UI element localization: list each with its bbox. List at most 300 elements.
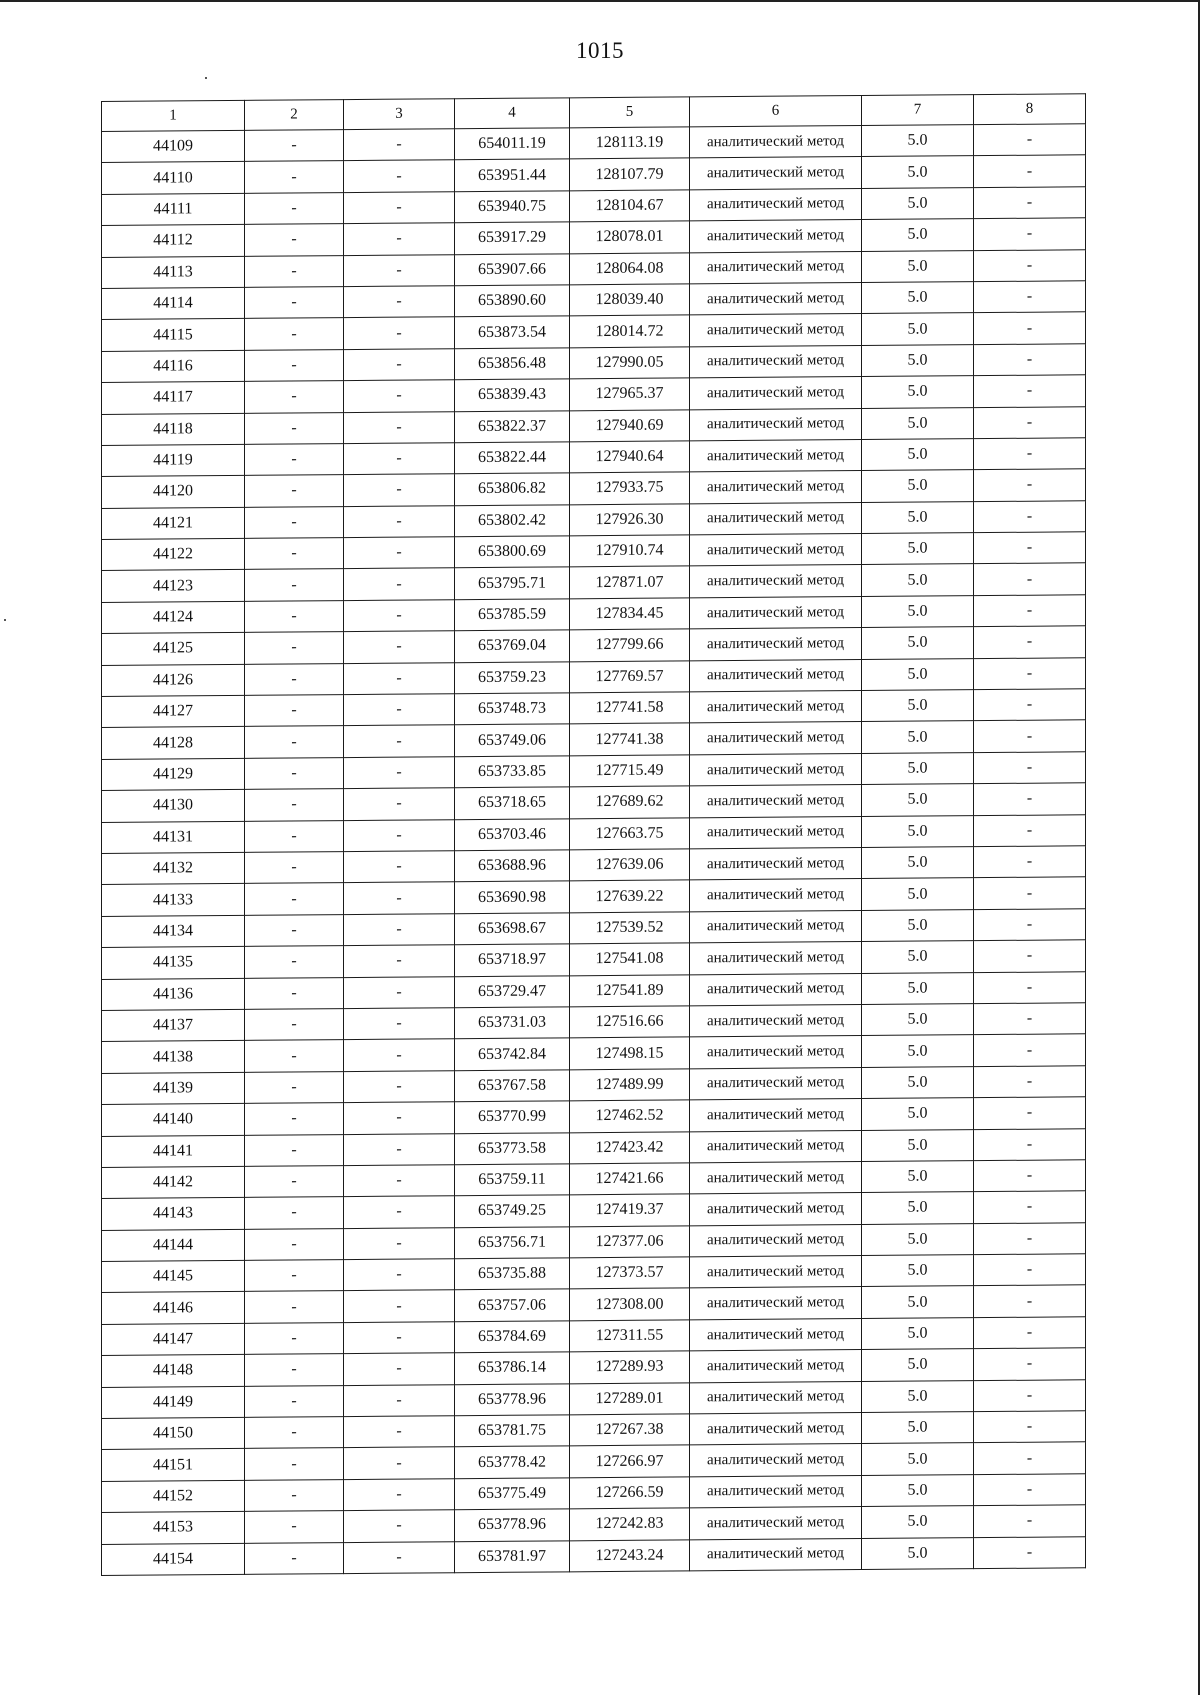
accuracy-cell: 5.0 xyxy=(862,1412,974,1444)
x-coordinate-cell: 653800.69 xyxy=(455,536,570,568)
column-2-cell: - xyxy=(245,1009,344,1041)
accuracy-cell: 5.0 xyxy=(862,815,974,847)
column-header: 1 xyxy=(102,100,245,131)
accuracy-cell: 5.0 xyxy=(862,909,974,941)
y-coordinate-cell: 127516.66 xyxy=(570,1006,690,1038)
method-cell: аналитический метод xyxy=(690,439,862,472)
method-cell: аналитический метод xyxy=(690,1287,862,1320)
x-coordinate-cell: 653759.23 xyxy=(455,661,570,693)
column-2-cell: - xyxy=(245,883,344,915)
column-2-cell: - xyxy=(245,569,344,601)
column-2-cell: - xyxy=(245,632,344,664)
point-number-cell: 44122 xyxy=(102,538,245,571)
method-cell: аналитический метод xyxy=(690,691,862,724)
column-2-cell: - xyxy=(245,789,344,821)
column-2-cell: - xyxy=(245,1354,344,1386)
column-8-cell: - xyxy=(974,940,1086,972)
accuracy-cell: 5.0 xyxy=(862,407,974,439)
column-2-cell: - xyxy=(245,1448,344,1480)
column-8-cell: - xyxy=(974,500,1086,532)
column-header: 4 xyxy=(455,98,570,129)
y-coordinate-cell: 127663.75 xyxy=(570,817,690,849)
column-3-cell: - xyxy=(344,882,455,914)
accuracy-cell: 5.0 xyxy=(862,1317,974,1349)
point-number-cell: 44145 xyxy=(102,1260,245,1293)
column-3-cell: - xyxy=(344,1008,455,1040)
method-cell: аналитический метод xyxy=(690,659,862,692)
accuracy-cell: 5.0 xyxy=(862,376,974,408)
x-coordinate-cell: 653890.60 xyxy=(455,285,570,317)
column-3-cell: - xyxy=(344,1165,455,1197)
y-coordinate-cell: 127910.74 xyxy=(570,535,690,567)
point-number-cell: 44131 xyxy=(102,821,245,854)
column-8-cell: - xyxy=(974,909,1086,941)
accuracy-cell: 5.0 xyxy=(862,1223,974,1255)
accuracy-cell: 5.0 xyxy=(862,313,974,345)
accuracy-cell: 5.0 xyxy=(862,1349,974,1381)
column-2-cell: - xyxy=(245,318,344,350)
x-coordinate-cell: 653748.73 xyxy=(455,693,570,725)
column-3-cell: - xyxy=(344,1070,455,1102)
accuracy-cell: 5.0 xyxy=(862,690,974,722)
x-coordinate-cell: 653781.97 xyxy=(455,1540,570,1572)
x-coordinate-cell: 653873.54 xyxy=(455,316,570,348)
page-number: 1015 xyxy=(576,38,624,63)
y-coordinate-cell: 127266.97 xyxy=(570,1445,690,1477)
scan-speck xyxy=(4,619,6,621)
method-cell: аналитический метод xyxy=(690,251,862,284)
point-number-cell: 44117 xyxy=(102,381,245,414)
y-coordinate-cell: 127741.38 xyxy=(570,723,690,755)
point-number-cell: 44121 xyxy=(102,507,245,540)
method-cell: аналитический метод xyxy=(690,722,862,755)
column-8-cell: - xyxy=(974,1191,1086,1223)
column-2-cell: - xyxy=(245,757,344,789)
accuracy-cell: 5.0 xyxy=(862,533,974,565)
column-2-cell: - xyxy=(245,1165,344,1197)
column-2-cell: - xyxy=(245,1197,344,1229)
point-number-cell: 44147 xyxy=(102,1323,245,1356)
column-3-cell: - xyxy=(344,160,455,192)
point-number-cell: 44123 xyxy=(102,570,245,603)
method-cell: аналитический метод xyxy=(690,1475,862,1508)
accuracy-cell: 5.0 xyxy=(862,658,974,690)
x-coordinate-cell: 653749.25 xyxy=(455,1195,570,1227)
column-3-cell: - xyxy=(344,976,455,1008)
method-cell: аналитический метод xyxy=(690,502,862,535)
column-2-cell: - xyxy=(245,1134,344,1166)
column-8-cell: - xyxy=(974,563,1086,595)
column-8-cell: - xyxy=(974,281,1086,313)
method-cell: аналитический метод xyxy=(690,1130,862,1163)
column-2-cell: - xyxy=(245,663,344,695)
point-number-cell: 44130 xyxy=(102,790,245,823)
column-2-cell: - xyxy=(245,475,344,507)
column-3-cell: - xyxy=(344,1227,455,1259)
column-2-cell: - xyxy=(245,914,344,946)
column-2-cell: - xyxy=(245,1542,344,1574)
y-coordinate-cell: 127834.45 xyxy=(570,598,690,630)
column-2-cell: - xyxy=(245,538,344,570)
point-number-cell: 44114 xyxy=(102,287,245,320)
column-3-cell: - xyxy=(344,788,455,820)
x-coordinate-cell: 653703.46 xyxy=(455,818,570,850)
accuracy-cell: 5.0 xyxy=(862,1129,974,1161)
method-cell: аналитический метод xyxy=(690,126,862,159)
column-2-cell: - xyxy=(245,1040,344,1072)
y-coordinate-cell: 127639.06 xyxy=(570,849,690,881)
accuracy-cell: 5.0 xyxy=(862,187,974,219)
column-8-cell: - xyxy=(974,814,1086,846)
accuracy-cell: 5.0 xyxy=(862,1380,974,1412)
y-coordinate-cell: 128039.40 xyxy=(570,284,690,316)
point-number-cell: 44137 xyxy=(102,1009,245,1042)
point-number-cell: 44109 xyxy=(102,130,245,163)
column-8-cell: - xyxy=(974,720,1086,752)
point-number-cell: 44124 xyxy=(102,601,245,634)
y-coordinate-cell: 127990.05 xyxy=(570,347,690,379)
point-number-cell: 44149 xyxy=(102,1386,245,1419)
accuracy-cell: 5.0 xyxy=(862,1286,974,1318)
y-coordinate-cell: 127419.37 xyxy=(570,1194,690,1226)
x-coordinate-cell: 653690.98 xyxy=(455,881,570,913)
point-number-cell: 44129 xyxy=(102,758,245,791)
point-number-cell: 44118 xyxy=(102,413,245,446)
accuracy-cell: 5.0 xyxy=(862,1537,974,1569)
column-8-cell: - xyxy=(974,1536,1086,1568)
x-coordinate-cell: 653917.29 xyxy=(455,222,570,254)
column-8-cell: - xyxy=(974,1128,1086,1160)
x-coordinate-cell: 653757.06 xyxy=(455,1289,570,1321)
column-8-cell: - xyxy=(974,1097,1086,1129)
column-8-cell: - xyxy=(974,344,1086,376)
column-8-cell: - xyxy=(974,406,1086,438)
point-number-cell: 44128 xyxy=(102,727,245,760)
column-8-cell: - xyxy=(974,1065,1086,1097)
accuracy-cell: 5.0 xyxy=(862,784,974,816)
point-number-cell: 44138 xyxy=(102,1041,245,1074)
y-coordinate-cell: 128104.67 xyxy=(570,190,690,222)
method-cell: аналитический метод xyxy=(690,534,862,567)
column-8-cell: - xyxy=(974,1034,1086,1066)
column-2-cell: - xyxy=(245,1260,344,1292)
column-3-cell: - xyxy=(344,1290,455,1322)
x-coordinate-cell: 653822.44 xyxy=(455,442,570,474)
column-3-cell: - xyxy=(344,505,455,537)
y-coordinate-cell: 127421.66 xyxy=(570,1163,690,1195)
column-3-cell: - xyxy=(344,1039,455,1071)
column-2-cell: - xyxy=(245,1479,344,1511)
x-coordinate-cell: 653940.75 xyxy=(455,191,570,223)
y-coordinate-cell: 127933.75 xyxy=(570,472,690,504)
x-coordinate-cell: 653802.42 xyxy=(455,505,570,537)
column-8-cell: - xyxy=(974,689,1086,721)
accuracy-cell: 5.0 xyxy=(862,125,974,157)
y-coordinate-cell: 127489.99 xyxy=(570,1069,690,1101)
column-3-cell: - xyxy=(344,819,455,851)
column-3-cell: - xyxy=(344,600,455,632)
column-8-cell: - xyxy=(974,1160,1086,1192)
y-coordinate-cell: 127289.01 xyxy=(570,1383,690,1415)
method-cell: аналитический метод xyxy=(690,1444,862,1477)
accuracy-cell: 5.0 xyxy=(862,941,974,973)
accuracy-cell: 5.0 xyxy=(862,1443,974,1475)
x-coordinate-cell: 654011.19 xyxy=(455,128,570,160)
column-2-cell: - xyxy=(245,130,344,162)
method-cell: аналитический метод xyxy=(690,188,862,221)
y-coordinate-cell: 127308.00 xyxy=(570,1288,690,1320)
point-number-cell: 44153 xyxy=(102,1512,245,1545)
y-coordinate-cell: 127689.62 xyxy=(570,786,690,818)
column-8-cell: - xyxy=(974,971,1086,1003)
method-cell: аналитический метод xyxy=(690,785,862,818)
accuracy-cell: 5.0 xyxy=(862,344,974,376)
point-number-cell: 44113 xyxy=(102,256,245,289)
x-coordinate-cell: 653735.88 xyxy=(455,1258,570,1290)
column-2-cell: - xyxy=(245,977,344,1009)
x-coordinate-cell: 653778.96 xyxy=(455,1509,570,1541)
column-3-cell: - xyxy=(344,1510,455,1542)
column-2-cell: - xyxy=(245,1385,344,1417)
point-number-cell: 44120 xyxy=(102,476,245,509)
column-8-cell: - xyxy=(974,375,1086,407)
method-cell: аналитический метод xyxy=(690,1350,862,1383)
column-8-cell: - xyxy=(974,124,1086,156)
point-number-cell: 44139 xyxy=(102,1072,245,1105)
x-coordinate-cell: 653778.96 xyxy=(455,1383,570,1415)
x-coordinate-cell: 653767.58 xyxy=(455,1070,570,1102)
column-8-cell: - xyxy=(974,1254,1086,1286)
y-coordinate-cell: 127373.57 xyxy=(570,1257,690,1289)
accuracy-cell: 5.0 xyxy=(862,219,974,251)
column-2-cell: - xyxy=(245,161,344,193)
column-8-cell: - xyxy=(974,752,1086,784)
column-2-cell: - xyxy=(245,1071,344,1103)
point-number-cell: 44144 xyxy=(102,1229,245,1262)
y-coordinate-cell: 127940.69 xyxy=(570,409,690,441)
column-8-cell: - xyxy=(974,218,1086,250)
column-8-cell: - xyxy=(974,1285,1086,1317)
method-cell: аналитический метод xyxy=(690,1004,862,1037)
method-cell: аналитический метод xyxy=(690,753,862,786)
accuracy-cell: 5.0 xyxy=(862,439,974,471)
column-2-cell: - xyxy=(245,381,344,413)
column-2-cell: - xyxy=(245,946,344,978)
x-coordinate-cell: 653775.49 xyxy=(455,1478,570,1510)
method-cell: аналитический метод xyxy=(690,1413,862,1446)
column-3-cell: - xyxy=(344,1447,455,1479)
column-2-cell: - xyxy=(245,224,344,256)
point-number-cell: 44119 xyxy=(102,444,245,477)
accuracy-cell: 5.0 xyxy=(862,1066,974,1098)
y-coordinate-cell: 127940.64 xyxy=(570,441,690,473)
y-coordinate-cell: 127539.52 xyxy=(570,912,690,944)
column-3-cell: - xyxy=(344,348,455,380)
y-coordinate-cell: 127311.55 xyxy=(570,1320,690,1352)
x-coordinate-cell: 653698.67 xyxy=(455,913,570,945)
column-3-cell: - xyxy=(344,223,455,255)
point-number-cell: 44115 xyxy=(102,319,245,352)
point-number-cell: 44151 xyxy=(102,1449,245,1482)
method-cell: аналитический метод xyxy=(690,408,862,441)
column-3-cell: - xyxy=(344,380,455,412)
column-2-cell: - xyxy=(245,255,344,287)
column-3-cell: - xyxy=(344,1259,455,1291)
x-coordinate-cell: 653742.84 xyxy=(455,1038,570,1070)
x-coordinate-cell: 653729.47 xyxy=(455,975,570,1007)
y-coordinate-cell: 128113.19 xyxy=(570,127,690,159)
accuracy-cell: 5.0 xyxy=(862,1255,974,1287)
x-coordinate-cell: 653839.43 xyxy=(455,379,570,411)
column-3-cell: - xyxy=(344,631,455,663)
method-cell: аналитический метод xyxy=(690,879,862,912)
y-coordinate-cell: 127639.22 xyxy=(570,880,690,912)
method-cell: аналитический метод xyxy=(690,157,862,190)
column-3-cell: - xyxy=(344,1384,455,1416)
column-3-cell: - xyxy=(344,725,455,757)
column-header: 2 xyxy=(245,100,344,131)
accuracy-cell: 5.0 xyxy=(862,878,974,910)
column-2-cell: - xyxy=(245,287,344,319)
accuracy-cell: 5.0 xyxy=(862,250,974,282)
accuracy-cell: 5.0 xyxy=(862,282,974,314)
point-number-cell: 44136 xyxy=(102,978,245,1011)
accuracy-cell: 5.0 xyxy=(862,721,974,753)
scan-speck xyxy=(205,77,207,79)
column-2-cell: - xyxy=(245,1228,344,1260)
column-3-cell: - xyxy=(344,1353,455,1385)
column-2-cell: - xyxy=(245,1417,344,1449)
method-cell: аналитический метод xyxy=(690,1067,862,1100)
column-8-cell: - xyxy=(974,1411,1086,1443)
column-8-cell: - xyxy=(974,1317,1086,1349)
method-cell: аналитический метод xyxy=(690,220,862,253)
y-coordinate-cell: 127267.38 xyxy=(570,1414,690,1446)
x-coordinate-cell: 653759.11 xyxy=(455,1164,570,1196)
y-coordinate-cell: 127462.52 xyxy=(570,1100,690,1132)
column-header: 8 xyxy=(974,94,1086,125)
y-coordinate-cell: 127769.57 xyxy=(570,661,690,693)
column-3-cell: - xyxy=(344,1133,455,1165)
x-coordinate-cell: 653756.71 xyxy=(455,1226,570,1258)
accuracy-cell: 5.0 xyxy=(862,1506,974,1538)
accuracy-cell: 5.0 xyxy=(862,156,974,188)
accuracy-cell: 5.0 xyxy=(862,596,974,628)
accuracy-cell: 5.0 xyxy=(862,501,974,533)
column-3-cell: - xyxy=(344,851,455,883)
point-number-cell: 44142 xyxy=(102,1166,245,1199)
accuracy-cell: 5.0 xyxy=(862,1161,974,1193)
column-header: 6 xyxy=(690,96,862,127)
y-coordinate-cell: 127242.83 xyxy=(570,1508,690,1540)
point-number-cell: 44135 xyxy=(102,947,245,980)
method-cell: аналитический метод xyxy=(690,848,862,881)
x-coordinate-cell: 653781.75 xyxy=(455,1415,570,1447)
column-8-cell: - xyxy=(974,1474,1086,1506)
column-8-cell: - xyxy=(974,438,1086,470)
y-coordinate-cell: 127541.08 xyxy=(570,943,690,975)
y-coordinate-cell: 127926.30 xyxy=(570,504,690,536)
accuracy-cell: 5.0 xyxy=(862,470,974,502)
y-coordinate-cell: 127289.93 xyxy=(570,1351,690,1383)
scan-edge-top xyxy=(0,0,1200,2)
column-3-cell: - xyxy=(344,913,455,945)
column-2-cell: - xyxy=(245,1291,344,1323)
point-number-cell: 44154 xyxy=(102,1543,245,1576)
column-2-cell: - xyxy=(245,506,344,538)
column-3-cell: - xyxy=(344,662,455,694)
column-2-cell: - xyxy=(245,192,344,224)
column-8-cell: - xyxy=(974,312,1086,344)
y-coordinate-cell: 127498.15 xyxy=(570,1037,690,1069)
column-2-cell: - xyxy=(245,349,344,381)
column-3-cell: - xyxy=(344,1102,455,1134)
method-cell: аналитический метод xyxy=(690,565,862,598)
method-cell: аналитический метод xyxy=(690,1224,862,1257)
table-body xyxy=(102,124,1086,1576)
column-header: 5 xyxy=(570,97,690,128)
y-coordinate-cell: 128014.72 xyxy=(570,315,690,347)
method-cell: аналитический метод xyxy=(690,377,862,410)
column-8-cell: - xyxy=(974,249,1086,281)
column-2-cell: - xyxy=(245,1511,344,1543)
column-8-cell: - xyxy=(974,595,1086,627)
column-8-cell: - xyxy=(974,469,1086,501)
x-coordinate-cell: 653688.96 xyxy=(455,850,570,882)
column-3-cell: - xyxy=(344,537,455,569)
y-coordinate-cell: 127799.66 xyxy=(570,629,690,661)
column-3-cell: - xyxy=(344,1416,455,1448)
y-coordinate-cell: 127377.06 xyxy=(570,1226,690,1258)
point-number-cell: 44127 xyxy=(102,695,245,728)
column-2-cell: - xyxy=(245,412,344,444)
column-8-cell: - xyxy=(974,532,1086,564)
point-number-cell: 44143 xyxy=(102,1198,245,1231)
x-coordinate-cell: 653907.66 xyxy=(455,253,570,285)
method-cell: аналитический метод xyxy=(690,1381,862,1414)
x-coordinate-cell: 653785.59 xyxy=(455,599,570,631)
column-8-cell: - xyxy=(974,1348,1086,1380)
y-coordinate-cell: 128107.79 xyxy=(570,158,690,190)
column-3-cell: - xyxy=(344,694,455,726)
table-row xyxy=(102,1536,1086,1575)
column-2-cell: - xyxy=(245,695,344,727)
column-8-cell: - xyxy=(974,1442,1086,1474)
method-cell: аналитический метод xyxy=(690,1161,862,1194)
column-8-cell: - xyxy=(974,1505,1086,1537)
y-coordinate-cell: 128078.01 xyxy=(570,221,690,253)
point-number-cell: 44140 xyxy=(102,1103,245,1136)
column-2-cell: - xyxy=(245,852,344,884)
column-8-cell: - xyxy=(974,187,1086,219)
column-3-cell: - xyxy=(344,568,455,600)
x-coordinate-cell: 653778.42 xyxy=(455,1446,570,1478)
y-coordinate-cell: 127243.24 xyxy=(570,1539,690,1571)
method-cell: аналитический метод xyxy=(690,471,862,504)
accuracy-cell: 5.0 xyxy=(862,752,974,784)
column-3-cell: - xyxy=(344,317,455,349)
column-8-cell: - xyxy=(974,1222,1086,1254)
x-coordinate-cell: 653784.69 xyxy=(455,1321,570,1353)
x-coordinate-cell: 653731.03 xyxy=(455,1007,570,1039)
accuracy-cell: 5.0 xyxy=(862,1098,974,1130)
method-cell: аналитический метод xyxy=(690,1318,862,1351)
column-3-cell: - xyxy=(344,192,455,224)
point-number-cell: 44150 xyxy=(102,1417,245,1450)
point-number-cell: 44110 xyxy=(102,162,245,195)
method-cell: аналитический метод xyxy=(690,1193,862,1226)
x-coordinate-cell: 653806.82 xyxy=(455,473,570,505)
